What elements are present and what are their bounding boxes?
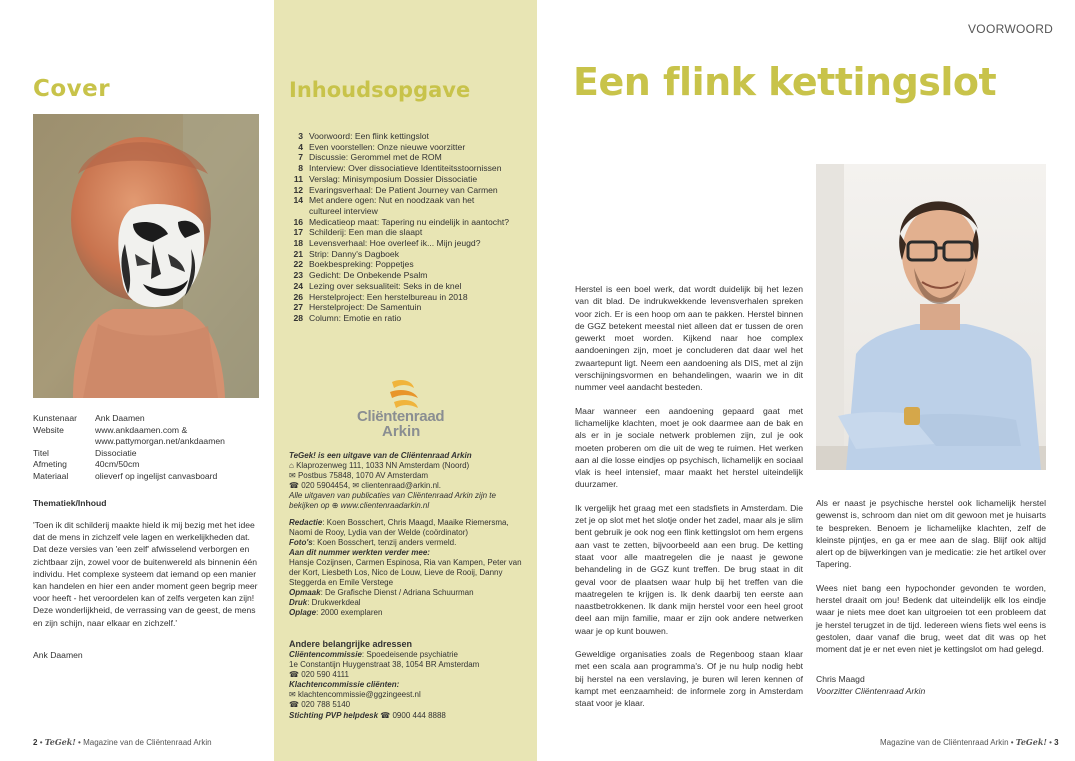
toc-item[interactable] (289, 270, 529, 281)
author-photo (816, 164, 1046, 470)
meta-value: olieverf op ingelijst canvasboard (95, 470, 218, 481)
label: Stichting PVP helpdesk (289, 710, 379, 720)
toc-title: Column: Emotie en ratio (309, 312, 402, 323)
toc-title: Levensverhaal: Hoe overleef ik... Mijn jeugd? (309, 238, 481, 249)
article-paragraph: Geweldige organisaties zoals de Regenboog staan klaar met een scala aan programma's. Of je nu hulp nodig hebt bij herstel na een verslaving, je buren wil leren kennen of kampt met eenzaamheid: de informele zorg in Amsterdam staat voor je klaar. (575, 649, 803, 709)
toc-item[interactable] (289, 292, 529, 303)
address-c1-phone (289, 670, 527, 680)
table-of-contents (289, 131, 529, 324)
toc-page: 3 (298, 131, 303, 141)
toc-page: 16 (293, 216, 303, 227)
toc-title: Interview: Over dissociatieve Identiteitsstoornissen (309, 163, 502, 174)
meta-value-link[interactable]: www.pattymorgan.net/ankdaamen (95, 436, 225, 447)
toc-page: 7 (298, 152, 303, 163)
meta-key (33, 436, 95, 448)
toc-page: 24 (293, 280, 303, 291)
value: 0900 444 8888 (392, 710, 446, 720)
email-link[interactable]: klachtencommissie@ggzingeest.nl (297, 690, 421, 700)
address-c2 (289, 680, 527, 690)
toc-item[interactable] (289, 302, 529, 313)
note-text: Alle uitgaven van publicaties van Cliëntenraad Arkin zijn te bekijken op (289, 491, 496, 511)
toc-page: 22 (293, 259, 303, 270)
cover-painting (33, 114, 259, 398)
meta-value: 40cm/50cm (95, 459, 140, 470)
value: 020 590 4111 (301, 670, 349, 680)
toc-item-continuation (289, 206, 529, 217)
meta-key: Afmeting (33, 459, 67, 470)
toc-page: 28 (293, 312, 303, 323)
toc-item[interactable] (289, 281, 529, 292)
toc-item[interactable] (289, 217, 529, 228)
toc-page: 11 (293, 173, 303, 184)
label: Druk (289, 598, 308, 608)
toc-item[interactable] (289, 313, 529, 324)
toc-page: 26 (293, 291, 303, 302)
colophon-druk (289, 598, 527, 608)
label: Klachtencommissie cliënten: (289, 680, 400, 690)
meta-row-website-2 (33, 436, 225, 448)
label: Oplage (289, 608, 317, 618)
article-title: Een flink kettingslot (573, 60, 997, 104)
logo-text-line2: Arkin (382, 423, 421, 440)
toc-title: Boekbespreking: Poppetjes (309, 259, 414, 270)
email-icon: ✉ (352, 481, 362, 491)
email-link[interactable]: clientenraad@arkin.nl. (361, 481, 442, 491)
colophon-address (289, 461, 527, 471)
toc-item[interactable] (289, 249, 529, 260)
meta-value: Dissociatie (95, 447, 137, 458)
mail-icon: ✉ (289, 471, 298, 481)
globe-icon: ⊕ (331, 501, 341, 511)
colophon-intro (289, 451, 527, 461)
toc-item[interactable] (289, 174, 529, 185)
addresses-heading: Andere belangrijke adressen (289, 639, 413, 649)
email-icon: ✉ (289, 690, 298, 700)
colophon-contributors-names: Hansje Cozijnsen, Carmen Espinosa, Ria van Kampen, Peter van der Kort, Liesbeth Los, Nico de Louw, Lieve de Rooij, Danny Steggerda en Emile Verstege (289, 557, 522, 588)
colophon-oplage (289, 608, 527, 618)
article-paragraph: Herstel is een boel werk, dat wordt duidelijk bij het lezen van dit blad. De indrukwekkende levensverhalen spreken voor zich. Er is een hoop om aan te pakken. Herstel binnen de GGZ betekent meestal niet alleen dat er tussen de oren gewerkt moet worden. Kijkend naar hoe complex aandoeningen zijn, moet je concluderen dat daar wel het zwaartepunt ligt. Neem een aandoening als DIS, met al zijn verschijningsvormen en behandelingen, waarin we in dit nummer veel aandacht besteden. (575, 284, 803, 393)
article-paragraph: Ik vergelijk het graag met een stadsfiets in Amsterdam. Die zet je op slot met het slotje onder het zadel, maar als je slim bent gebruik je ook nog een flink kettingslot om hem ergens aan vast te zetten, bijvoorbeeld aan een brug. De ketting staat voor alle maatregelen die je naast je gewone behandeling in de GGZ kunt treffen. De brug staat in dit geval voor de plaatsen waar hulp bij het treffen van die maatregelen te krijgen is. Ik denk daarbij ten eerste aan naastbetrokkenen. Ik dank mijn herstel voor een heel groot deel aan mijn familie, maar er zijn ook andere netwerken waar je op kunt bouwen. (575, 502, 803, 636)
meta-key: Titel (33, 447, 49, 458)
magazine-name: Magazine van de Cliëntenraad Arkin (880, 738, 1009, 747)
toc-page: 23 (293, 270, 303, 281)
toc-item[interactable] (289, 185, 529, 196)
toc-title: Discussie: Gerommel met de ROM (309, 152, 442, 163)
toc-page: 27 (293, 302, 303, 313)
article-paragraph: Wees niet bang een hypochonder gevonden te worden, herstel draait om jou! Bedenk dat uiteindelijk elk los eindje waar je niets mee doet kan uitgroeien tot een probleem dat je herstel terugzet in de tijd. Iedereen wiens fiets wel eens is gestolen, daar vanaf die brug, weet dat dit was op het moment dat je er net even niet je kettingslot om had gelegd. (816, 582, 1046, 655)
meta-value: Ank Daamen (95, 413, 145, 423)
toc-item[interactable] (289, 238, 529, 249)
toc-title: Herstelproject: Een herstelbureau in 2018 (309, 291, 468, 302)
toc-title: Schilderij: Een man die slaapt (309, 227, 423, 238)
meta-row-title (33, 448, 225, 460)
artist-signature: Ank Daamen (33, 650, 83, 660)
value: : De Grafische Dienst / Adriana Schuurman (320, 588, 474, 598)
section-label: VOORWOORD (968, 22, 1054, 36)
toc-page: 14 (293, 195, 303, 206)
toc-page: 18 (293, 238, 303, 249)
label: Foto's (289, 537, 313, 547)
colophon-contributors (289, 548, 527, 558)
site-link[interactable]: www.clientenraadarkin.nl (340, 501, 430, 511)
toc-page: 12 (293, 184, 303, 195)
toc-title: Lezing over seksualiteit: Seks in de knel (309, 280, 462, 291)
home-icon: ⌂ (289, 461, 297, 471)
value: : Spoedeisende psychiatrie (361, 650, 458, 659)
page-number: 3 (1054, 738, 1059, 747)
colophon-redactie (289, 518, 527, 538)
cover-heading: Cover (33, 76, 111, 102)
toc-title: cultureel interview (309, 205, 378, 216)
cover-metadata (33, 413, 225, 483)
toc-title: Met andere ogen: Nut en noodzaak van het (309, 195, 475, 206)
toc-title: Evaringsverhaal: De Patient Journey van Carmen (309, 184, 498, 195)
value: : Drukwerkdeal (307, 598, 361, 608)
label: Opmaak (289, 588, 321, 598)
value: : Koen Bosschert, Chris Maagd, Maaike Riemersma, Naomi de Rooy, Lydia van der Welde (coördinator) (289, 517, 509, 537)
postbus-text: Postbus 75848, 1070 AV Amsterdam (297, 471, 429, 481)
meta-row-size (33, 459, 225, 471)
label: Redactie (289, 517, 323, 527)
phone-icon: ☎ (380, 710, 393, 720)
phone-icon: ☎ (289, 700, 302, 710)
thematiek-heading: Thematiek/Inhoud (33, 498, 107, 508)
article-column-1 (575, 283, 803, 721)
toc-title: Even voorstellen: Onze nieuwe voorzitter (309, 141, 466, 152)
toc-item[interactable] (289, 152, 529, 163)
toc-item[interactable] (289, 195, 529, 206)
address-c2-phone (289, 700, 527, 710)
toc-title: Gedicht: De Onbekende Psalm (309, 270, 428, 281)
meta-row-artist (33, 413, 225, 425)
article-paragraph: Maar wanneer een aandoening gepaard gaat met lichamelijke klachten, moet je ook daarmee aan de bak en als er in je sociale netwerk problemen zijn, zul je ook moeten proberen om die uit de weg te ruimen. Het werken aan al die losse eindjes op psychisch, lichamelijk en sociaal vlak is heel intensief, maar maakt het herstel uiteindelijk duurzamer. (575, 405, 803, 490)
phone-icon: ☎ (289, 670, 302, 680)
magazine-name: Magazine van de Cliëntenraad Arkin (83, 738, 212, 747)
artist-quote: 'Toen ik dit schilderij maakte hield ik mij bezig met het idee dat de mens in zichzelf vele lagen en werkelijkheden dat. Dat deze versies van 'een zelf' afwisselend verborgen en zichtbaar zijn, zowel voor de buitenwereld als binnenin één individu. Het complexe systeem dat iemand op een manier kan handelen en hier een ander moment geen begrip meer voor heeft - het veroordelen kan of zelfs vergeten kan zijn! Deze wonderlijkheid, de verrassing van de geest, de mens en zijn schijn, naar elkaar en zichzelf.' (33, 520, 258, 628)
label: Aan dit nummer werkten verder mee: (289, 547, 430, 557)
colophon-postbus (289, 471, 527, 481)
toc-title: Strip: Danny's Dagboek (309, 248, 400, 259)
value: : Koen Bosschert, tenzij anders vermeld. (312, 537, 457, 547)
contents-heading: Inhoudsopgave (289, 78, 471, 102)
meta-row-website (33, 425, 225, 437)
toc-page: 4 (298, 141, 303, 152)
addresses-block (289, 650, 527, 721)
colophon (289, 451, 527, 619)
author-name: Chris Maagd (816, 674, 865, 684)
address-c2-email (289, 690, 527, 700)
toc-item[interactable] (289, 131, 529, 142)
phone-icon: ☎ (289, 481, 302, 491)
meta-key: Website (33, 424, 64, 435)
meta-row-material (33, 471, 225, 483)
article-column-2 (816, 497, 1046, 667)
toc-title: Medicatieop maat: Tapering nu eindelijk in aantocht? (309, 216, 510, 227)
meta-key: Materiaal (33, 470, 69, 481)
address-c3 (289, 711, 527, 721)
value: : 2000 exemplaren (316, 608, 383, 618)
phone-text: 020 5904454, (301, 481, 351, 491)
toc-page: 8 (298, 163, 303, 174)
toc-item[interactable] (289, 227, 529, 238)
author-signature (816, 673, 925, 697)
footer-left: 2 • TeGek! • Magazine van de Cliëntenraad Arkin (33, 737, 212, 747)
article-paragraph: Als er naast je psychische herstel ook lichamelijk herstel gewenst is, schroom dan niet om dit gewoon met je huisarts te bespreken. Benoem je lichamelijke klachten, zelf de kleinste pijntjes, en ga er mee aan de slag. Blijf ook altijd alert op de bijwerkingen van je medicatie: zie het artikel over Tapering. (816, 498, 1046, 570)
address-c1 (289, 650, 527, 660)
author-role: Voorzitter Cliëntenraad Arkin (816, 686, 926, 697)
meta-value-link[interactable]: www.ankdaamen.com & (95, 424, 188, 435)
colophon-note (289, 491, 527, 511)
colophon-contact (289, 481, 527, 491)
toc-title: Verslag: Minisymposium Dossier Dissociatie (309, 173, 478, 184)
colophon-opmaak (289, 588, 527, 598)
toc-title: Voorwoord: Een flink kettingslot (309, 131, 429, 141)
brand-logo-text: TeGek! (1015, 737, 1047, 747)
address-c1-street: 1e Constantijn Huygenstraat 38, 1054 BR Amsterdam (289, 660, 480, 670)
meta-key: Kunstenaar (33, 413, 77, 423)
toc-page: 17 (293, 227, 303, 238)
toc-item[interactable] (289, 259, 529, 270)
toc-page: 21 (293, 248, 303, 259)
colophon-intro-text: TeGek! is een uitgave van de Cliëntenraad Arkin (289, 451, 472, 460)
address-text: Klaprozenweg 111, 1033 NN Amsterdam (Noord) (296, 461, 470, 471)
label: Cliëntencommissie (289, 650, 362, 659)
toc-item[interactable] (289, 142, 529, 153)
footer-right: Magazine van de Cliëntenraad Arkin • TeGek! • 3 (880, 737, 1059, 747)
page-number: 2 (33, 738, 38, 747)
brand-logo-text: TeGek! (44, 737, 76, 747)
toc-title: Herstelproject: De Samentuin (309, 302, 422, 313)
value: 020 788 5140 (301, 700, 351, 710)
logo-text-line1: Cliëntenraad (357, 408, 445, 425)
colophon-fotos (289, 538, 527, 548)
toc-page (289, 206, 303, 217)
toc-item[interactable] (289, 163, 529, 174)
